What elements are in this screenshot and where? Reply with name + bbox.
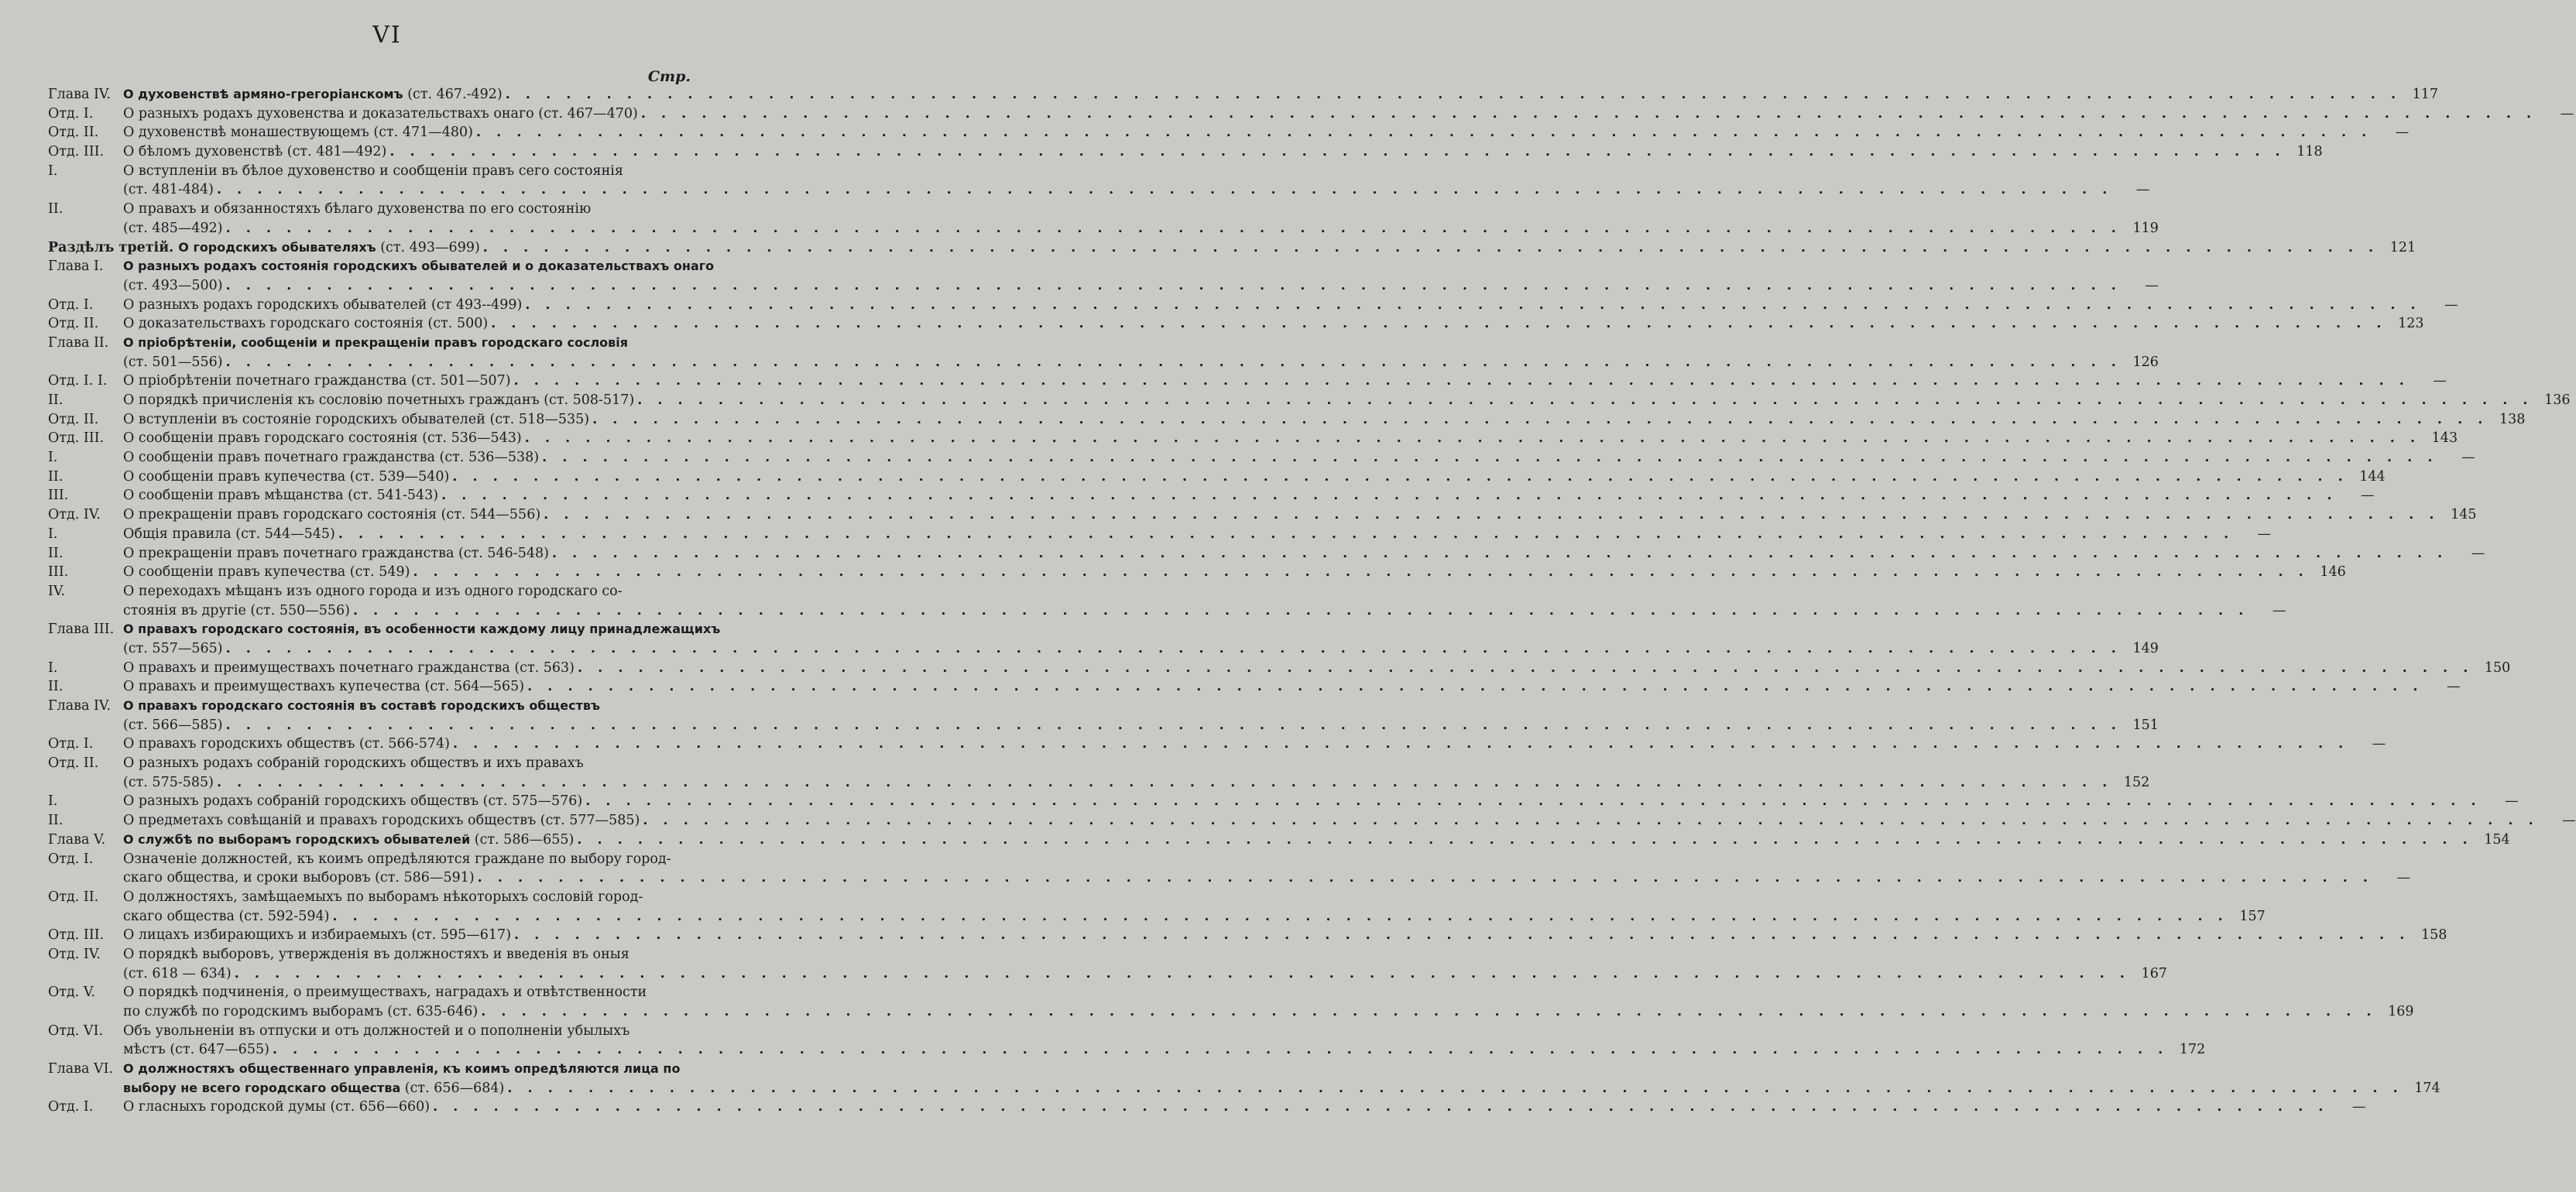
toc-entry-title — [123, 296, 522, 315]
toc-entry — [48, 162, 695, 181]
toc-entry-page: — — [2145, 277, 2159, 293]
toc-entry — [48, 238, 2417, 258]
toc-entry-page: — — [2257, 526, 2272, 542]
toc-entry-text: скаго общества, и сроки выборовъ (ст. 586—591) — [123, 870, 475, 886]
toc-entry — [48, 314, 2424, 334]
toc-entry-text: скаго общества (ст. 592-594) — [123, 908, 330, 924]
toc-entry-text: О сообщеніи правъ купечества (ст. 549) — [123, 564, 410, 581]
toc-entry-heading: О разныхъ родахъ состоянія городскихъ обывателей и о доказательствахъ онаго — [123, 259, 715, 274]
toc-entry-title — [123, 505, 540, 525]
toc-entry-title — [123, 544, 549, 563]
toc-entry-title — [123, 697, 600, 716]
toc-entry-text: О духовенствѣ монашествующемъ (ст. 471—480) — [123, 125, 473, 141]
toc-entry-title — [123, 525, 335, 544]
toc-entry-label: I. — [48, 793, 58, 810]
toc-entry-label: I. — [48, 450, 58, 466]
toc-entry-label: Отд. VI. — [48, 1022, 104, 1039]
toc-entry-text: О порядкѣ выборовъ, утвержденія въ должностяхъ и введенія въ оныя — [123, 946, 629, 962]
toc-entry-title — [123, 448, 539, 468]
toc-entry — [48, 410, 2526, 430]
toc-entry-heading: О городскихъ обывателяхъ — [178, 239, 376, 255]
toc-entry-text: мѣстъ (ст. 647—655) — [123, 1042, 269, 1058]
toc-entry-page: 143 — [2431, 430, 2458, 447]
toc-entry-text: О правахъ городскихъ обществъ (ст. 566-574) — [123, 736, 450, 752]
toc-entry — [48, 964, 2168, 984]
toc-entry-label: Глава I. — [48, 259, 104, 275]
toc-entry — [48, 276, 2159, 296]
toc-entry — [48, 257, 715, 276]
toc-entry — [48, 1079, 2441, 1098]
toc-entry-text: (ст. 557—565) — [123, 640, 223, 656]
toc-entry-page: 146 — [2320, 564, 2346, 581]
dot-leader — [578, 659, 2473, 678]
dot-leader — [235, 964, 2130, 984]
toc-entry-text: О лицахъ избирающихъ и избираемыхъ (ст. 595—617) — [123, 927, 512, 944]
toc-entry-page: — — [2505, 793, 2519, 810]
toc-entry-text: О бѣломъ духовенствѣ (ст. 481—492) — [123, 144, 387, 160]
dot-leader — [637, 391, 2533, 410]
toc-entry-text: О предметахъ совѣщаній и правахъ городскихъ обществъ (ст. 577—585) — [123, 813, 640, 829]
toc-entry — [48, 907, 2266, 927]
toc-entry-page: — — [2471, 545, 2485, 561]
toc-entry — [48, 468, 2386, 487]
toc-entry-title — [123, 1022, 629, 1041]
toc-entry-title — [123, 372, 511, 391]
toc-entry-page: 151 — [2132, 717, 2159, 733]
toc-entry-page: 157 — [2239, 908, 2266, 924]
toc-entry-label: III. — [48, 488, 69, 504]
toc-entry-title — [123, 257, 714, 276]
toc-entry-title — [123, 677, 524, 697]
dot-leader — [525, 429, 2420, 448]
toc-entry-page: — — [2562, 813, 2576, 829]
toc-entry-text: О должностяхъ, замѣщаемыхъ по выборамъ нѣкоторыхъ сословій город- — [123, 889, 643, 905]
toc-entry-title — [123, 850, 671, 869]
toc-entry — [48, 544, 2485, 563]
toc-entry-title — [48, 716, 223, 735]
dot-leader — [389, 142, 2285, 162]
toc-entry-page: — — [2560, 105, 2574, 122]
toc-entry-heading: О пріобрѣтеніи, сообщеніи и прекращеніи правъ городскаго сословія — [123, 334, 629, 350]
toc-entry-label: Отд. IV. — [48, 946, 101, 962]
toc-entry-label: Глава V. — [48, 831, 106, 848]
toc-entry-heading: О правахъ городскаго состоянія въ составѣ городскихъ обществъ — [123, 698, 600, 713]
toc-entry-page: 119 — [2132, 220, 2159, 236]
toc-entry-text: О разныхъ родахъ городскихъ обывателей (ст 493--499) — [123, 296, 523, 313]
toc-entry-text: О разныхъ родахъ собраній городскихъ обществъ и ихъ правахъ — [123, 755, 584, 772]
toc-entry-title — [48, 353, 223, 372]
toc-entry-title — [123, 811, 640, 831]
toc-entry-title — [123, 659, 575, 678]
toc-entry-label: Раздѣлъ третій. — [48, 239, 174, 255]
toc-entry-title — [48, 773, 214, 793]
toc-entry-text: О прекращеніи правъ городскаго состоянія (ст. 544—556) — [123, 507, 541, 523]
toc-entry — [48, 868, 2410, 888]
dot-leader — [226, 219, 2122, 238]
toc-entry — [48, 142, 2323, 162]
toc-entry — [48, 601, 2286, 621]
toc-entry-title — [48, 907, 329, 927]
toc-entry-text: О порядкѣ подчиненія, о преимуществахъ, наградахъ и отвѣтственности — [123, 985, 647, 1001]
toc-entry-title — [48, 601, 350, 621]
toc-entry-title — [123, 410, 589, 430]
toc-entry-text: О пріобрѣтеніи почетнаго гражданства (ст. 501—507) — [123, 373, 511, 389]
toc-entry-page: 152 — [2123, 774, 2150, 790]
toc-entry — [48, 831, 2510, 850]
toc-entry-page: 158 — [2420, 927, 2447, 944]
toc-entry-text: О прекращеніи правъ почетнаго гражданства (ст. 546-548) — [123, 545, 549, 561]
toc-entry-heading: О духовенствѣ армяно-грегоріанскомъ — [123, 87, 403, 101]
dot-leader — [226, 353, 2122, 372]
toc-entry-text: О правахъ и обязанностяхъ бѣлаго духовенства по его состоянію — [123, 201, 592, 218]
toc-entry — [48, 353, 2159, 372]
toc-entry-label: II. — [48, 201, 63, 218]
toc-entry — [48, 296, 2458, 315]
toc-entry-page: — — [2360, 488, 2375, 504]
dot-leader — [577, 831, 2472, 850]
toc-entry-title — [123, 162, 623, 181]
dot-leader — [643, 811, 2538, 831]
toc-entry-label: II. — [48, 813, 63, 829]
toc-entry-text: О сообщеніи правъ купечества (ст. 539—540) — [123, 468, 450, 485]
toc-entry-page: 150 — [2484, 659, 2511, 676]
toc-entry-title — [123, 142, 386, 162]
toc-entry-title — [123, 104, 638, 124]
toc-entry-label: Отд. IV. — [48, 507, 101, 523]
toc-entry — [48, 811, 2576, 831]
toc-entry-title — [123, 429, 522, 448]
dot-leader — [433, 1098, 2328, 1117]
toc-entry-label: I. — [48, 163, 58, 179]
toc-entry-text: стоянія въ другіе (ст. 550—556) — [123, 602, 350, 618]
toc-entry-heading: выбору не всего городскаго общества — [123, 1080, 401, 1095]
toc-entry-title — [123, 85, 503, 104]
toc-entry — [48, 773, 2150, 793]
toc-entry — [48, 677, 2461, 697]
toc-entry-page: 118 — [2296, 144, 2323, 160]
dot-leader — [226, 639, 2122, 659]
toc-entry-text: О правахъ и преимуществахъ купечества (ст. 564—565) — [123, 679, 525, 695]
toc-entry-text: (ст. 566—585) — [123, 717, 223, 733]
dot-leader — [514, 926, 2410, 945]
toc-entry-text: (ст. 467.-492) — [403, 87, 503, 102]
dot-leader — [481, 1002, 2376, 1022]
toc-entry — [48, 716, 2159, 735]
toc-entry-label: Глава IV. — [48, 87, 111, 102]
toc-entry-title — [123, 620, 720, 639]
toc-entry-text: по службѣ по городскимъ выборамъ (ст. 635-646) — [123, 1004, 478, 1019]
toc-entry-title — [123, 563, 410, 582]
toc-entry-title — [123, 468, 449, 487]
toc-entry-title — [123, 888, 643, 907]
toc-entry-title — [123, 1060, 680, 1079]
toc-entry — [48, 639, 2159, 659]
toc-entry-title — [48, 180, 214, 200]
toc-entry-page: — — [2396, 870, 2410, 886]
dot-leader — [217, 773, 2112, 793]
toc-entry-label: Отд. II. — [48, 889, 99, 905]
toc-entry-label: II. — [48, 545, 63, 561]
dot-leader — [226, 716, 2122, 735]
toc-entry-label: Отд. III. — [48, 430, 105, 447]
toc-entry — [48, 180, 2150, 200]
dot-leader — [483, 238, 2379, 258]
toc-entry-text: О гласныхъ городской думы (ст. 656—660) — [123, 1099, 430, 1115]
toc-entry — [48, 1060, 695, 1079]
toc-entry-page: 172 — [2179, 1042, 2206, 1058]
toc-entry-title — [48, 1079, 504, 1098]
toc-entry-label: III. — [48, 564, 69, 581]
toc-entry — [48, 525, 2272, 544]
toc-entry-title — [123, 391, 634, 410]
toc-entry-text: О порядкѣ причисленія къ сословію почетныхъ гражданъ (ст. 508-517) — [123, 392, 635, 408]
toc-entry-title — [48, 964, 232, 984]
toc-entry — [48, 792, 2519, 811]
toc-entry-text: (ст. 481-484) — [123, 182, 214, 198]
dot-leader — [273, 1040, 2168, 1060]
toc-entry-label: Отд. II. — [48, 125, 99, 141]
toc-entry — [48, 85, 2439, 104]
toc-entry-text: (ст. 575-585) — [123, 774, 214, 790]
dot-leader — [552, 544, 2447, 563]
dot-leader — [441, 486, 2337, 505]
toc-entry — [48, 104, 2574, 124]
toc-entry-label: I. — [48, 526, 58, 542]
toc-entry — [48, 448, 2475, 468]
toc-entry-text: (ст. 493—500) — [123, 277, 223, 293]
toc-entry-heading: О должностяхъ общественнаго управленія, къ коимъ опредѣляются лица по — [123, 1061, 681, 1077]
toc-entry-page: 174 — [2414, 1080, 2441, 1096]
dot-leader — [527, 677, 2423, 697]
toc-entry-page: 123 — [2398, 316, 2424, 332]
dot-leader — [544, 505, 2439, 525]
toc-entry — [48, 945, 695, 964]
toc-entry-title — [48, 868, 475, 888]
toc-entry-label: Глава VI. — [48, 1061, 114, 1077]
toc-entry — [48, 582, 695, 601]
dot-leader — [585, 792, 2481, 811]
toc-entry-page: — — [2272, 602, 2286, 618]
toc-entry — [48, 334, 695, 353]
toc-entry-label: II. — [48, 468, 63, 485]
toc-entry-page: 136 — [2544, 392, 2571, 408]
toc-entry-heading: О правахъ городскаго состоянія, въ особенности каждому лицу принадлежащихъ — [123, 622, 721, 637]
toc-entry — [48, 1098, 2366, 1117]
toc-entry — [48, 888, 695, 907]
toc-entry-label: Отд. V. — [48, 985, 96, 1001]
toc-entry — [48, 697, 695, 716]
toc-entry-title — [123, 200, 591, 219]
dot-leader — [332, 907, 2228, 927]
dot-leader — [338, 525, 2234, 544]
toc-entry-label: Отд. I. I. — [48, 373, 108, 389]
dot-leader — [452, 468, 2348, 487]
toc-entry-title — [123, 792, 582, 811]
toc-entry — [48, 391, 2571, 410]
page-number: VI — [372, 22, 402, 49]
toc-entry-label: Глава III. — [48, 622, 115, 638]
toc-entry-page: — — [2461, 450, 2475, 466]
toc-entry — [48, 1040, 2206, 1060]
toc-entry-page: 169 — [2388, 1004, 2414, 1019]
toc-entry-title — [48, 639, 223, 659]
toc-entry — [48, 754, 695, 773]
toc-entry-text: (ст. 485—492) — [123, 220, 223, 236]
dot-leader — [506, 85, 2401, 104]
dot-leader — [217, 180, 2112, 200]
toc-entry-label: Отд. II. — [48, 316, 99, 332]
toc-entry-label: IV. — [48, 583, 66, 599]
toc-entry-label: Отд. III. — [48, 144, 105, 160]
dot-leader — [413, 563, 2308, 582]
toc-entry-label: Отд. I. — [48, 736, 94, 752]
toc-entry-page: — — [2372, 736, 2386, 752]
toc-entry-title — [123, 735, 450, 754]
toc-entry-title — [48, 276, 223, 296]
toc-entry-page: 126 — [2132, 354, 2159, 370]
toc-entry-text: О сообщеніи правъ мѣщанства (ст. 541-543) — [123, 488, 439, 504]
toc-entry-title — [123, 831, 574, 850]
toc-entry-text: О доказательствахъ городскаго состоянія (ст. 500) — [123, 316, 489, 332]
toc-entry-label: Глава II. — [48, 334, 109, 351]
toc-entry-label: Отд. III. — [48, 927, 105, 944]
toc-entry — [48, 620, 721, 639]
toc-entry-page: 149 — [2132, 640, 2159, 656]
toc-entry-title — [48, 1040, 269, 1060]
dot-leader — [453, 735, 2348, 754]
toc-entry-label: Отд. I. — [48, 1099, 94, 1115]
toc-entry-label: II. — [48, 392, 63, 408]
toc-entry — [48, 200, 695, 219]
toc-entry-title — [123, 334, 628, 353]
dot-leader — [525, 296, 2420, 315]
toc-entry-text: О вступленіи въ бѣлое духовенство и сообщеніи правъ сего состоянія — [123, 163, 623, 179]
toc-entry — [48, 563, 2346, 582]
toc-entry — [48, 372, 2447, 391]
toc-entry-title — [123, 582, 623, 601]
dot-leader — [641, 104, 2537, 124]
toc-entry-text: О сообщеніи правъ почетнаго гражданства (ст. 536—538) — [123, 450, 540, 466]
toc-entry-page: 144 — [2359, 468, 2386, 485]
toc-entry-title — [123, 926, 511, 945]
toc-entry-page: 145 — [2451, 507, 2477, 523]
toc-entry-text: О сообщеніи правъ городскаго состоянія (ст. 536—543) — [123, 430, 522, 447]
toc-entry — [48, 486, 2375, 505]
toc-entry-text: (ст. 501—556) — [123, 354, 223, 370]
toc-entry-label: Глава IV. — [48, 698, 111, 714]
dot-leader — [507, 1079, 2403, 1098]
toc-entry — [48, 926, 2447, 945]
page-column-header: Стр. — [647, 68, 691, 85]
toc-entry — [48, 123, 2410, 142]
toc-entry — [48, 429, 2458, 448]
toc-entry-text: О разныхъ родахъ духовенства и доказательствахъ онаго (ст. 467—470) — [123, 105, 638, 122]
table-of-contents — [48, 85, 2576, 1117]
toc-entry — [48, 1022, 695, 1041]
toc-entry-text: О разныхъ родахъ собраній городскихъ обществъ (ст. 575—576) — [123, 793, 583, 810]
toc-entry-page: — — [2444, 296, 2458, 313]
dot-leader — [478, 868, 2373, 888]
toc-entry — [48, 659, 2511, 678]
toc-entry-page: — — [2433, 373, 2447, 389]
toc-entry-text: О правахъ и преимуществахъ почетнаго гражданства (ст. 563) — [123, 659, 575, 676]
toc-entry-page: — — [2135, 182, 2150, 198]
toc-entry — [48, 505, 2477, 525]
dot-leader — [353, 601, 2248, 621]
toc-entry-page: — — [2351, 1099, 2366, 1115]
toc-entry-label: Отд. I. — [48, 851, 94, 867]
toc-entry-title — [48, 1002, 478, 1022]
dot-leader — [491, 314, 2386, 334]
toc-entry-label: Отд. I. — [48, 296, 94, 313]
toc-entry-title — [123, 983, 647, 1002]
toc-entry-text: Означеніе должностей, къ коимъ опредѣляются граждане по выбору город- — [123, 851, 671, 867]
toc-entry — [48, 735, 2386, 754]
toc-entry-title — [178, 238, 480, 258]
toc-entry — [48, 850, 695, 869]
toc-entry-label: II. — [48, 679, 63, 695]
dot-leader — [514, 372, 2410, 391]
toc-entry-page: 117 — [2412, 87, 2439, 102]
toc-entry-page: 154 — [2484, 831, 2510, 848]
toc-entry-text: (ст. 493—699) — [376, 239, 480, 255]
toc-entry-text: (ст. 618 — 634) — [123, 965, 232, 981]
toc-entry-page: — — [2395, 125, 2410, 141]
toc-entry-text: Общія правила (ст. 544—545) — [123, 526, 335, 542]
toc-entry — [48, 219, 2159, 238]
dot-leader — [592, 410, 2488, 430]
toc-entry-page: 138 — [2499, 411, 2526, 427]
toc-entry-title — [123, 123, 473, 142]
toc-entry-label: Отд. II. — [48, 755, 99, 772]
toc-entry-title — [123, 486, 438, 505]
toc-entry — [48, 983, 695, 1002]
dot-leader — [542, 448, 2437, 468]
toc-entry-text: (ст. 656—684) — [400, 1080, 505, 1096]
toc-entry-page: — — [2446, 679, 2461, 695]
toc-entry-page: 167 — [2141, 965, 2168, 981]
toc-entry-title — [123, 945, 629, 964]
toc-entry — [48, 1002, 2414, 1022]
toc-entry-label: Отд. I. — [48, 105, 94, 122]
toc-entry-title — [48, 219, 223, 238]
toc-entry-title — [123, 314, 488, 334]
toc-entry-text: О вступленіи въ состояніе городскихъ обывателей (ст. 518—535) — [123, 411, 590, 427]
toc-entry-heading: О службѣ по выборамъ городскихъ обывателей — [123, 831, 471, 847]
dot-leader — [476, 123, 2372, 142]
toc-entry-title — [123, 1098, 430, 1117]
toc-entry-title — [123, 754, 584, 773]
toc-entry-label: Отд. II. — [48, 411, 99, 427]
toc-entry-text: (ст. 586—655) — [470, 831, 575, 848]
toc-entry-text: О переходахъ мѣщанъ изъ одного города и изъ одного городскаго со- — [123, 583, 623, 599]
toc-entry-text: Объ увольненіи въ отпуски и отъ должностей и о пополненіи убылыхъ — [123, 1022, 630, 1039]
dot-leader — [226, 276, 2122, 296]
toc-entry-label: I. — [48, 659, 58, 676]
toc-entry-page: 121 — [2389, 239, 2417, 255]
